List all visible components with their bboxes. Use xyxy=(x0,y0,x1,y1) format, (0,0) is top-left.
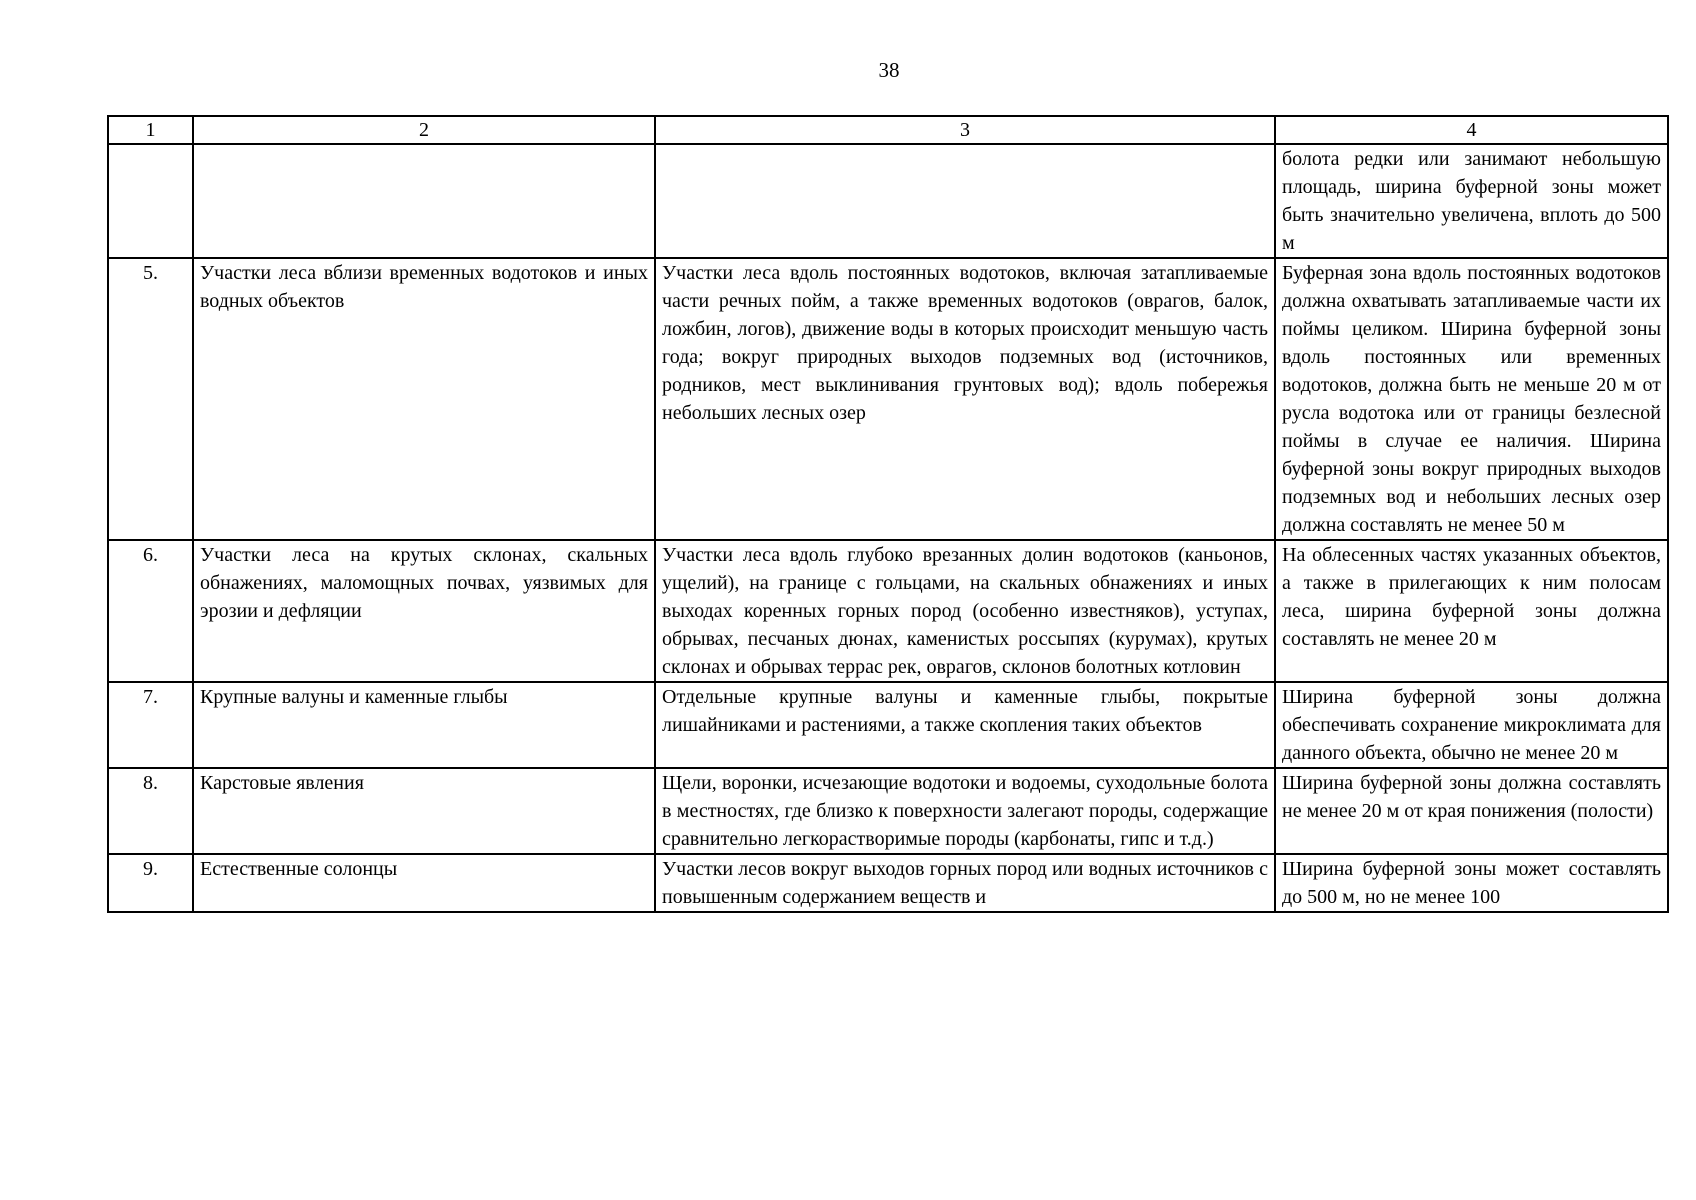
table-row xyxy=(108,258,1668,540)
description-cell xyxy=(655,854,1275,912)
table-row xyxy=(108,768,1668,854)
object-cell: Карстовые явления xyxy=(193,768,655,854)
column-header: 1 xyxy=(108,116,193,144)
object-cell: Участки леса на крутых склонах, скальных обнажениях, маломощных почвах, уязвимых для эрозии и дефляции xyxy=(193,540,655,682)
table-row xyxy=(108,540,1668,682)
object-cell xyxy=(193,854,655,912)
criteria-table xyxy=(107,115,1669,913)
buffer-zone-cell: Буферная зона вдоль постоянных водотоков должна охватывать затапливаемые части их поймы целиком. Ширина буферной зоны вдоль постоянных или временных водотоков, должна быть не меньше 20 м от русла водотока или от границы безлесной поймы в случае ее наличия. Ширина буферной зоны вокруг природных выходов подземных вод и небольших лесных озер должна составлять не менее 50 м xyxy=(1275,258,1668,540)
buffer-zone-text: Ширина буферной зоны может составлять до 500 м, но не менее 100 xyxy=(1282,858,1661,908)
row-number: 5. xyxy=(108,258,193,540)
object-cell xyxy=(193,144,655,258)
description-cell: Участки леса вдоль постоянных водотоков, включая затапливаемые части речных пойм, а также временных водотоков (оврагов, балок, ложбин, логов), движение воды в которых происходит меньшую часть года; вокруг природных выходов подземных вод (источников, родников, мест выклинивания грунтовых вод); вдоль побережья небольших лесных озер xyxy=(655,258,1275,540)
description-text: Участки лесов вокруг выходов горных пород или водных источников с повышенным содержанием веществ и xyxy=(662,858,1268,908)
table-row xyxy=(108,682,1668,768)
row-number: 6. xyxy=(108,540,193,682)
buffer-zone-cell: Ширина буферной зоны должна составлять не менее 20 м от края понижения (полости) xyxy=(1275,768,1668,854)
object-cell: Крупные валуны и каменные глыбы xyxy=(193,682,655,768)
buffer-zone-cell: болота редки или занимают небольшую площадь, ширина буферной зоны может быть значительно увеличена, вплоть до 500 м xyxy=(1275,144,1668,258)
page-number: 38 xyxy=(878,58,900,82)
row-number: 8. xyxy=(108,768,193,854)
object-text: Естественные солонцы xyxy=(200,858,398,880)
description-cell: Участки леса вдоль глубоко врезанных долин водотоков (каньонов, ущелий), на границе с гольцами, на скальных обнажениях и иных выходах коренных горных пород (особенно известняков), уступах, обрывах, песчаных дюнах, каменистых россыпях (курумах), крутых склонах и обрывах террас рек, оврагов, склонов болотных котловин xyxy=(655,540,1275,682)
column-header: 3 xyxy=(655,116,1275,144)
object-cell: Участки леса вблизи временных водотоков и иных водных объектов xyxy=(193,258,655,540)
table-row xyxy=(108,854,1668,912)
column-header: 2 xyxy=(193,116,655,144)
column-header: 4 xyxy=(1275,116,1668,144)
buffer-zone-cell: Ширина буферной зоны должна обеспечивать сохранение микроклимата для данного объекта, обычно не менее 20 м xyxy=(1275,682,1668,768)
table-row xyxy=(108,144,1668,258)
row-number xyxy=(108,144,193,258)
row-number: 7. xyxy=(108,682,193,768)
row-number: 9. xyxy=(108,854,193,912)
description-cell xyxy=(655,144,1275,258)
buffer-zone-cell: На облесенных частях указанных объектов, а также в прилегающих к ним полосам леса, ширина буферной зоны должна составлять не менее 20 м xyxy=(1275,540,1668,682)
buffer-zone-cell xyxy=(1275,854,1668,912)
description-cell: Щели, воронки, исчезающие водотоки и водоемы, суходольные болота в местностях, где близко к поверхности залегают породы, содержащие сравнительно легкорастворимые породы (карбонаты, гипс и т.д.) xyxy=(655,768,1275,854)
header-row xyxy=(108,116,1668,144)
description-cell: Отдельные крупные валуны и каменные глыбы, покрытые лишайниками и растениями, а также скопления таких объектов xyxy=(655,682,1275,768)
